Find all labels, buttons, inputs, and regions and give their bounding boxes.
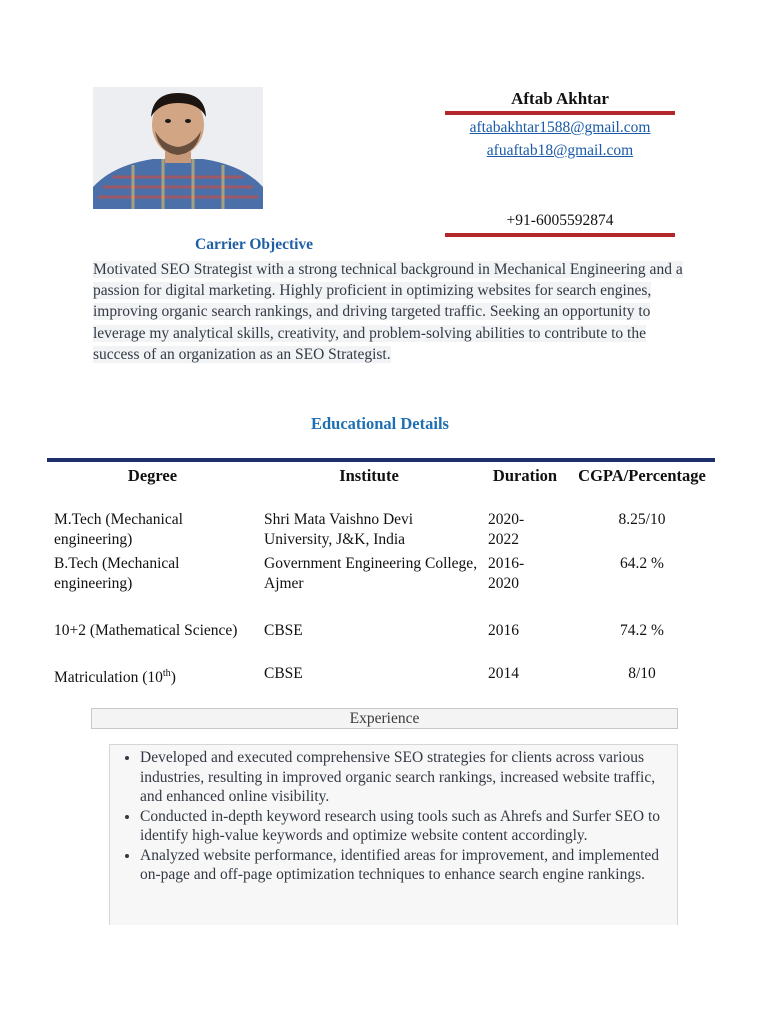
table-cell-duration: 2016-2020	[488, 555, 525, 592]
profile-photo	[93, 87, 263, 209]
column-header-institute: Institute	[339, 466, 399, 485]
table-cell-institute: Government Engineering College, Ajmer	[264, 555, 478, 592]
column-header-degree: Degree	[127, 466, 178, 485]
table-cell-score: 8.25/10	[618, 511, 666, 528]
table-cell-institute: CBSE	[264, 622, 303, 639]
education-heading: Educational Details	[311, 414, 449, 433]
objective-text: Motivated SEO Strategist with a strong technical background in Mechanical Engineering and a passion for digital marketing. Highly proficient in optimizing websites for search engines, improving organic search rankings, and driving targeted traffic. Seeking an opportunity to leverage my analytical skills, creativity, and problem-solving abilities to contribute to the success of an organization as an SEO Strategist.	[93, 261, 683, 363]
table-cell-duration: 2014	[488, 665, 519, 682]
column-header-score: CGPA/Percentage	[578, 466, 706, 485]
table-cell-degree: 10+2 (Mathematical Science)	[54, 622, 238, 639]
table-cell-institute: CBSE	[264, 665, 303, 682]
table-cell-degree: B.Tech (Mechanical engineering)	[54, 555, 180, 592]
objective-paragraph	[93, 259, 683, 365]
objective-heading: Carrier Objective	[195, 236, 314, 253]
list-item: • Analyzed website performance, identified areas for improvement, and implemented on-page and off-page optimization techniques to enhance search engine rankings.	[140, 846, 677, 885]
degree-text: Matriculation (10	[54, 669, 163, 687]
column-header-duration: Duration	[492, 466, 558, 485]
profile-photo-illustration	[93, 87, 263, 209]
table-cell-score: 8/10	[628, 665, 656, 682]
list-item: • Developed and executed comprehensive SEO strategies for clients across various industries, resulting in improved organic search rankings, increased website traffic, and enhanced online visibility.	[140, 748, 677, 807]
degree-text-end: )	[170, 669, 176, 687]
experience-list	[110, 748, 677, 885]
email-link-secondary[interactable]: afuaftab18@gmail.com	[486, 142, 634, 159]
list-item: • Conducted in-depth keyword research using tools such as Ahrefs and Surfer SEO to identify high-value keywords and optimize website content accordingly.	[140, 807, 677, 846]
table-cell-degree: M.Tech (Mechanical engineering)	[54, 511, 183, 548]
experience-panel	[109, 744, 678, 925]
table-cell-score: 74.2 %	[620, 622, 664, 639]
table-cell-duration: 2016	[488, 622, 519, 639]
table-cell-degree	[54, 664, 254, 688]
candidate-name: Aftab Akhtar	[511, 89, 609, 108]
degree-superscript: th	[162, 668, 171, 679]
email-link-primary[interactable]: aftabakhtar1588@gmail.com	[469, 119, 651, 136]
header-divider-bottom	[445, 233, 675, 237]
table-cell-score: 64.2 %	[620, 555, 664, 572]
header-divider-top	[445, 111, 675, 115]
experience-heading: Experience	[91, 708, 678, 729]
education-divider	[47, 458, 715, 462]
table-cell-duration: 2020-2022	[488, 511, 525, 548]
table-cell-institute: Shri Mata Vaishno Devi University, J&K, India	[264, 511, 414, 548]
phone-number: +91-6005592874	[506, 212, 614, 229]
